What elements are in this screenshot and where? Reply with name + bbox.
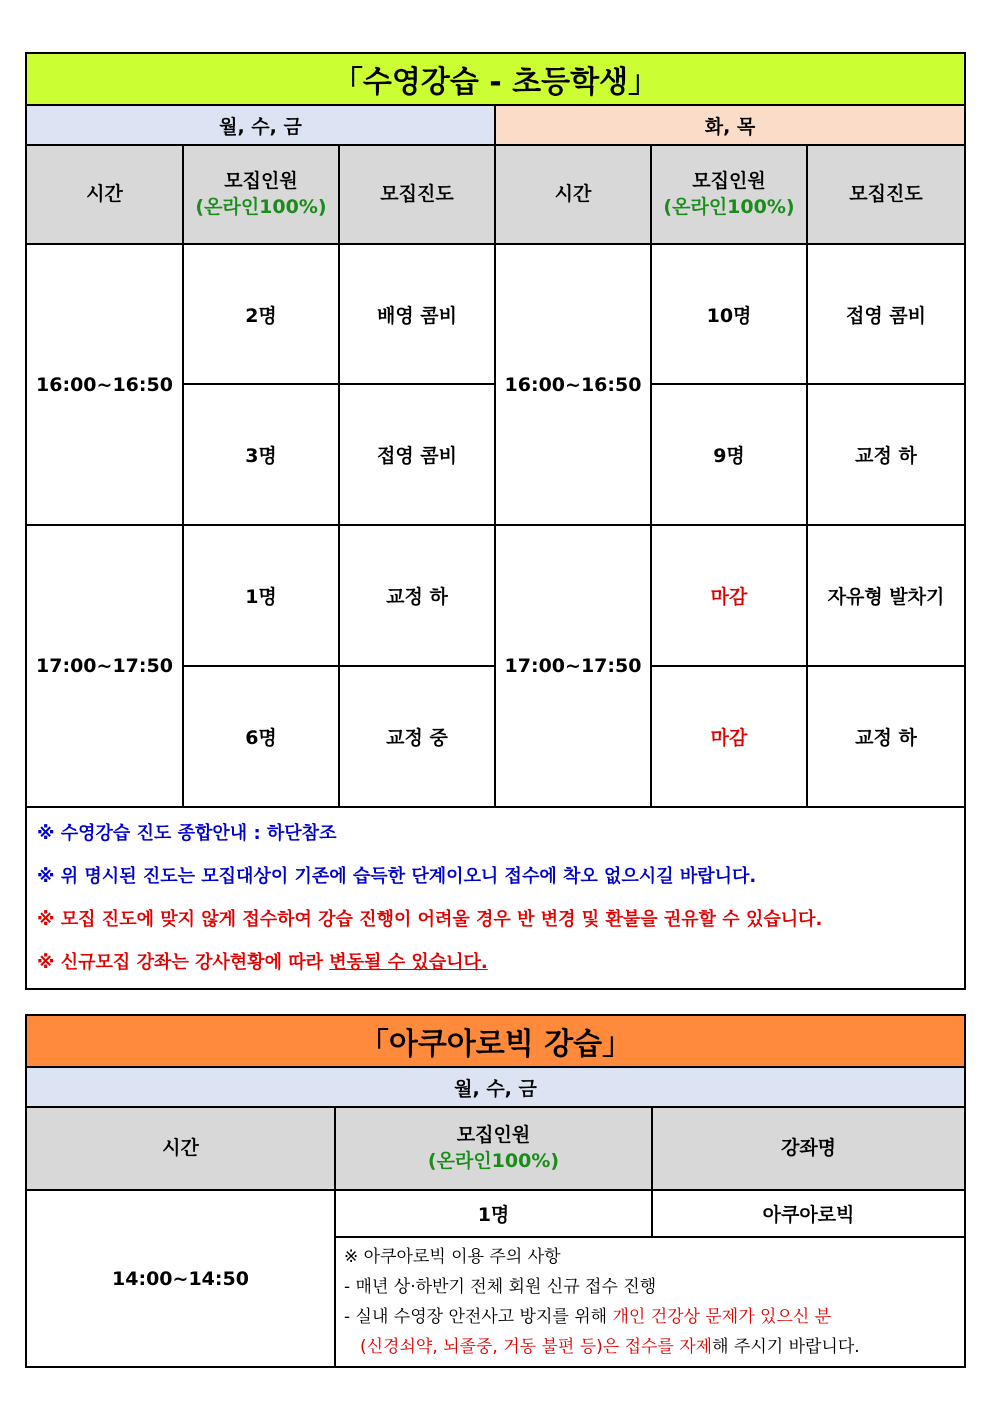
course-cell: 아쿠아로빅 <box>652 1190 965 1237</box>
swim-schedule-table <box>25 52 966 990</box>
level-cell: 배영 콤비 <box>339 244 495 384</box>
swim-notes <box>26 807 965 989</box>
count-cell: 1명 <box>183 525 339 666</box>
closed-label: 마감 <box>651 525 807 666</box>
count-cell: 6명 <box>183 666 339 807</box>
time-header: 시간 <box>495 145 651 244</box>
level-cell: 접영 콤비 <box>807 244 965 384</box>
note-line: - 실내 수영장 안전사고 방지를 위해 개인 건강상 문제가 있으신 분 <box>344 1307 832 1327</box>
level-cell: 교정 중 <box>339 666 495 807</box>
course-header: 강좌명 <box>652 1107 965 1190</box>
count-cell: 1명 <box>335 1190 652 1237</box>
level-header: 모집진도 <box>339 145 495 244</box>
level-cell: 접영 콤비 <box>339 384 495 525</box>
level-cell: 자유형 발차기 <box>807 525 965 666</box>
level-header: 모집진도 <box>807 145 965 244</box>
count-header: 모집인원 (온라인100%) <box>335 1107 652 1190</box>
level-cell: 교정 하 <box>807 666 965 807</box>
count-header: 모집인원 (온라인100%) <box>183 145 339 244</box>
time-slot: 17:00~17:50 <box>26 525 183 807</box>
aquarobic-notes <box>335 1237 965 1367</box>
mon-wed-fri-header: 월, 수, 금 <box>26 105 495 145</box>
count-cell: 2명 <box>183 244 339 384</box>
note-line: ※ 아쿠아로빅 이용 주의 사항 <box>344 1247 561 1267</box>
note-line: - 매년 상·하반기 전체 회원 신규 접수 진행 <box>344 1277 657 1297</box>
level-cell: 교정 하 <box>339 525 495 666</box>
time-slot: 16:00~16:50 <box>26 244 183 525</box>
time-header: 시간 <box>26 1107 335 1190</box>
note-line: ※ 수영강습 진도 종합안내 : 하단참조 <box>37 823 337 844</box>
count-cell: 9명 <box>651 384 807 525</box>
time-slot: 16:00~16:50 <box>495 244 651 525</box>
count-cell: 3명 <box>183 384 339 525</box>
note-line: ※ 모집 진도에 맞지 않게 접수하여 강습 진행이 어려울 경우 반 변경 및 환불을 권유할 수 있습니다. <box>37 909 823 930</box>
aquarobic-schedule-table <box>25 1014 966 1368</box>
time-slot: 17:00~17:50 <box>495 525 651 807</box>
aquarobic-title: 「아쿠아로빅 강습」 <box>26 1015 965 1067</box>
level-cell: 교정 하 <box>807 384 965 525</box>
time-header: 시간 <box>26 145 183 244</box>
swim-title: 「수영강습 - 초등학생」 <box>26 53 965 105</box>
closed-label: 마감 <box>651 666 807 807</box>
time-slot: 14:00~14:50 <box>26 1190 335 1367</box>
tue-thu-header: 화, 목 <box>495 105 965 145</box>
aquarobic-day-header: 월, 수, 금 <box>26 1067 965 1107</box>
note-line: (신경쇠약, 뇌졸중, 거동 불편 등)은 접수를 자제해 주시기 바랍니다. <box>360 1337 860 1357</box>
count-cell: 10명 <box>651 244 807 384</box>
count-header: 모집인원 (온라인100%) <box>651 145 807 244</box>
note-line: ※ 신규모집 강좌는 강사현황에 따라 변동될 수 있습니다. <box>37 952 488 973</box>
note-line: ※ 위 명시된 진도는 모집대상이 기존에 습득한 단계이오니 접수에 착오 없으시길 바랍니다. <box>37 866 757 887</box>
